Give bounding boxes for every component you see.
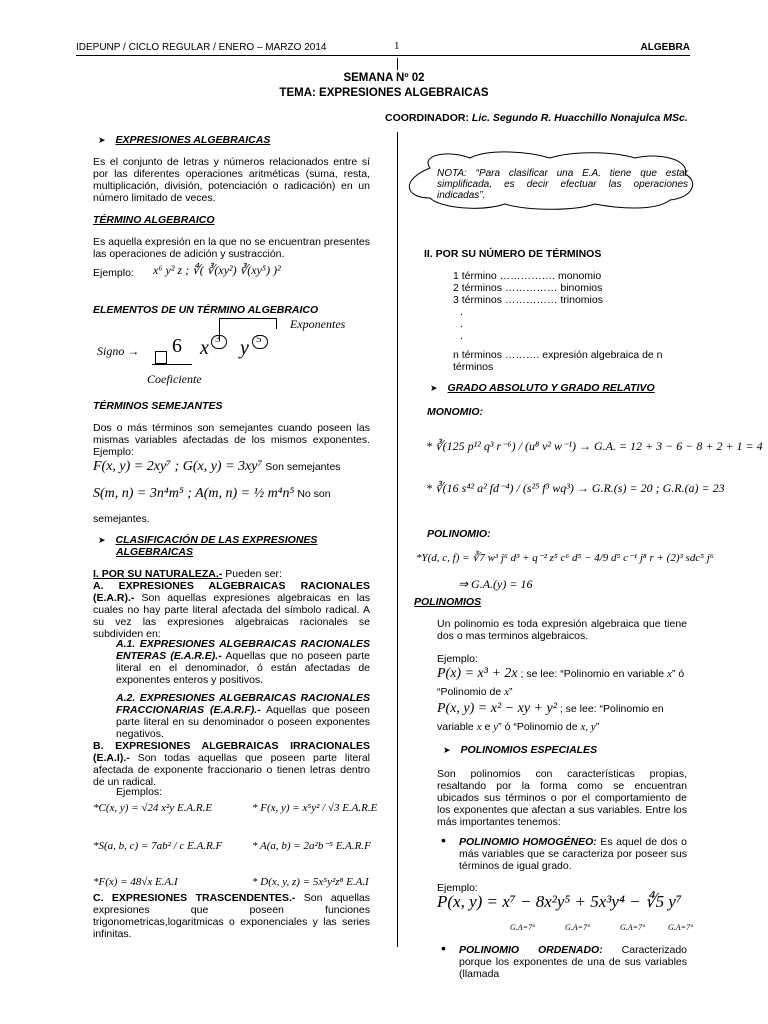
- note-text: NOTA: “Para clasificar una E.A. tiene que estar simplificada, es decir efectuar las operaciones indicadas”.: [437, 168, 688, 201]
- trascendentes-paragraph: C. EXPRESIONES TRASCENDENTES.- Son aquellas expresiones que poseen funciones trigonometricas,logaritmicas o exponenciales y las series infinitas.: [93, 892, 370, 940]
- coordinator-label: COORDINADOR:: [385, 112, 469, 124]
- term-exp-x: 3: [215, 333, 221, 345]
- polinomio-xy-example-2: variable x e y” ó “Polinomio de x, y”: [437, 721, 600, 733]
- sign-box: [155, 351, 167, 364]
- section-heading-semejantes: TÉRMINOS SEMEJANTES: [93, 400, 223, 412]
- polinomio-x-example-2: “Polinomio de x”: [437, 686, 513, 698]
- example-2: * F(x, y) = x⁵y² / √3 E.A.R.E: [252, 802, 378, 814]
- polinomio-x-example: P(x) = x³ + 2x ; se lee: “Polinomio en variable x” ó: [437, 666, 685, 681]
- numero-terminos-heading: II. POR SU NÚMERO DE TÉRMINOS: [424, 248, 602, 260]
- arrow-icon: ➤: [98, 535, 106, 545]
- homogeneo-ejemplo-label: Ejemplo:: [437, 882, 478, 894]
- label-exponentes: Exponentes: [290, 317, 346, 331]
- header-course: IDEPUNP / CICLO REGULAR / ENERO – MARZO 2014: [76, 42, 327, 53]
- page-number: 1: [394, 40, 400, 52]
- coordinator: [385, 112, 688, 124]
- term-exp-y: 5: [256, 333, 262, 345]
- semejantes-definition: Dos o más términos son semejantes cuando poseen las mismas variables afectadas de los mismos exponentes. Ejemplo:: [93, 422, 370, 458]
- homogeneo-degree-4: G.A=7°: [668, 923, 694, 932]
- especiales-heading: ➤ POLINOMIOS ESPECIALES: [443, 744, 598, 756]
- termino-definition: Es aquella expresión en la que no se encuentran presentes las operaciones de adición y sustracción.: [93, 236, 370, 260]
- grado-heading: ➤ GRADO ABSOLUTO Y GRADO RELATIVO: [430, 382, 655, 394]
- semejantes-example-2: S(m, n) = 3n⁴m⁵ ; A(m, n) = ½ m⁴n⁵ No son: [93, 486, 331, 501]
- section-heading-clasificacion: ➤ CLASIFICACIÓN DE LAS EXPRESIONES: [98, 534, 318, 546]
- homogeneo-paragraph: POLINOMIO HOMOGÉNEO: Es aquel de dos o más variables que se caracteriza por poseer sus términos de igual grado.: [459, 836, 688, 872]
- header-subject: ALGEBRA: [640, 42, 690, 53]
- semejantes-example-1: F(x, y) = 2xy⁷ ; G(x, y) = 3xy⁷ Son semejantes: [93, 459, 341, 474]
- ear-paragraph: A. EXPRESIONES ALGEBRAICAS RACIONALES (E.A.R).- Son aquellas expresiones algebraicas en las cuales no hay parte literal afectada del símbolo radical. A su vez las expresiones algebraicas racionales se subdividen en:: [93, 580, 370, 640]
- eai-paragraph: B. EXPRESIONES ALGEBRAICAS IRRACIONALES (E.A.I).- Son todas aquellas que poseen parte literal afectada de exponente fraccionario o tienen letras dentro de un radical.: [93, 740, 370, 788]
- example-4: * A(a, b) = 2a²b⁻⁵ E.A.R.F: [252, 840, 371, 852]
- exp-circle-1: [211, 335, 227, 349]
- terms-line-n: n términos ………. expresión algebraica de n términos: [453, 349, 663, 373]
- label-signo: Signo →: [97, 344, 140, 358]
- semejantes-tail: semejantes.: [93, 513, 150, 525]
- terms-dot-1: .: [460, 306, 463, 318]
- section-heading-expresiones: ➤ EXPRESIONES ALGEBRAICAS: [98, 134, 271, 146]
- topic-title: TEMA: EXPRESIONES ALGEBRAICAS: [279, 87, 489, 99]
- term-var-y: y: [240, 337, 249, 359]
- arrow-icon: ➤: [443, 745, 451, 755]
- example-5: *F(x) = 48√x E.A.I: [93, 876, 178, 888]
- monomio-example-1: * ∛(125 p¹² q³ r⁻⁶) / (u⁸ v² w⁻¹) → G.A. = 12 + 3 − 6 − 8 + 2 + 1 = 4: [426, 439, 763, 453]
- terms-dot-2: .: [460, 318, 463, 330]
- bullet-icon: •: [441, 832, 446, 848]
- naturaleza-heading: I. POR SU NATURALEZA.- Pueden ser:: [93, 568, 282, 580]
- example-3: *S(a, b, c) = 7ab² / c E.A.R.F: [93, 840, 223, 852]
- monomio-label: MONOMIO:: [427, 406, 483, 418]
- bracket-exponent: [219, 318, 277, 329]
- coef-underline: [152, 364, 192, 365]
- expresiones-definition: Es el conjunto de letras y números relacionados entre sí por las diferentes operaciones aritméticas (suma, resta, multiplicación, división, potenciación o radicación) en un número limitado de veces.: [93, 156, 370, 204]
- section-heading-elementos: ELEMENTOS DE UN TÉRMINO ALGEBRAICO: [93, 304, 319, 316]
- running-header: [76, 42, 690, 56]
- header-tick: [397, 58, 398, 70]
- polinomio-grade: ⇒ G.A.(y) = 16: [458, 577, 533, 591]
- polinomio-label: POLINOMIO:: [427, 528, 491, 540]
- example-1: *C(x, y) = √24 x²y E.A.R.E: [93, 802, 213, 814]
- arrow-icon: ➤: [98, 135, 106, 145]
- termino-example-label: Ejemplo:: [93, 267, 134, 279]
- ejemplos-label: Ejemplos:: [116, 786, 163, 798]
- week-title: SEMANA Nº 02: [343, 72, 425, 84]
- earf-paragraph: A.2. EXPRESIONES ALGEBRAICAS RACIONALES FRACCIONARIAS (E.A.R.F).- Aquellas que poseen parte literal en su denominador o poseen exponentes negativos.: [116, 692, 370, 740]
- polinomios-ejemplo-label: Ejemplo:: [437, 653, 478, 665]
- especiales-definition: Son polinomios con características propias, resaltando por la forma como se encuentran ubicados sus términos o por el comportamiento de los exponentes que afectan a sus variables. Entre los más importantes tenemos:: [437, 768, 687, 828]
- homogeneo-degree-2: G.A=7°: [565, 923, 591, 932]
- column-divider: [397, 132, 398, 947]
- term-coefficient: 6: [172, 335, 182, 357]
- coordinator-name: Lic. Segundo R. Huacchillo Nonajulca MSc.: [471, 112, 688, 124]
- polinomio-xy-example: P(x, y) = x² − xy + y² ; se lee: “Polinomio en: [437, 701, 664, 716]
- section-heading-clasificacion-2: ALGEBRAICAS: [116, 546, 194, 558]
- polinomios-definition: Un polinomio es toda expresión algebraica que tiene dos o mas terminos algebraicos.: [437, 618, 687, 642]
- terms-line-1: 1 término ……………. monomio: [453, 270, 602, 282]
- polinomios-heading: POLINOMIOS: [414, 596, 482, 608]
- homogeneo-degree-3: G.A=7°: [620, 923, 646, 932]
- eare-paragraph: A.1. EXPRESIONES ALGEBRAICAS RACIONALES ENTERAS (E.A.R.E).- Aquellas que no poseen parte literal en el denominador, ó están afectadas de exponentes enteros y positivos.: [116, 638, 371, 686]
- ordenado-paragraph: POLINOMIO ORDENADO: Caracterizado porque los exponentes de una de sus variables (llamada: [459, 944, 688, 980]
- terms-line-3: 3 términos …………… trinomios: [453, 294, 603, 306]
- bullet-icon: •: [441, 940, 446, 956]
- header-rule: [76, 55, 690, 56]
- label-coeficiente: Coeficiente: [147, 372, 202, 386]
- section-heading-termino: TÉRMINO ALGEBRAICO: [93, 214, 215, 226]
- homogeneo-degree-1: G.A=7°: [510, 923, 536, 932]
- terms-dot-3: .: [460, 330, 463, 342]
- homogeneo-example: P(x, y) = x⁷ − 8x²y⁵ + 5x³y⁴ − ∜5 y⁷: [437, 892, 682, 911]
- exp-circle-2: [252, 335, 268, 349]
- terms-line-2: 2 términos …………… binomios: [453, 282, 603, 294]
- monomio-example-2: * ∛(16 s⁴² a² fd⁻⁴) / (s²⁵ f³ wq³) → G.R.(s) = 20 ; G.R.(a) = 23: [426, 481, 725, 495]
- termino-example-math: x⁶ y² z ; ∜( ∛(xy²) ∛(xy⁵) )²: [153, 263, 281, 277]
- example-6: * D(x, y, z) = 5x⁵y²z⁸ E.A.I: [252, 876, 369, 888]
- arrow-icon: ➤: [430, 383, 438, 393]
- term-var-x: x: [200, 337, 209, 359]
- polinomio-example: *Y(d, c, f) = ∛7 w³ j⁶ d³ + q⁻² z⁵ c⁶ d⁵ − 4/9 d⁵ c⁻¹ j⁸ r + (2)³ sdc⁵ j⁶: [416, 552, 714, 564]
